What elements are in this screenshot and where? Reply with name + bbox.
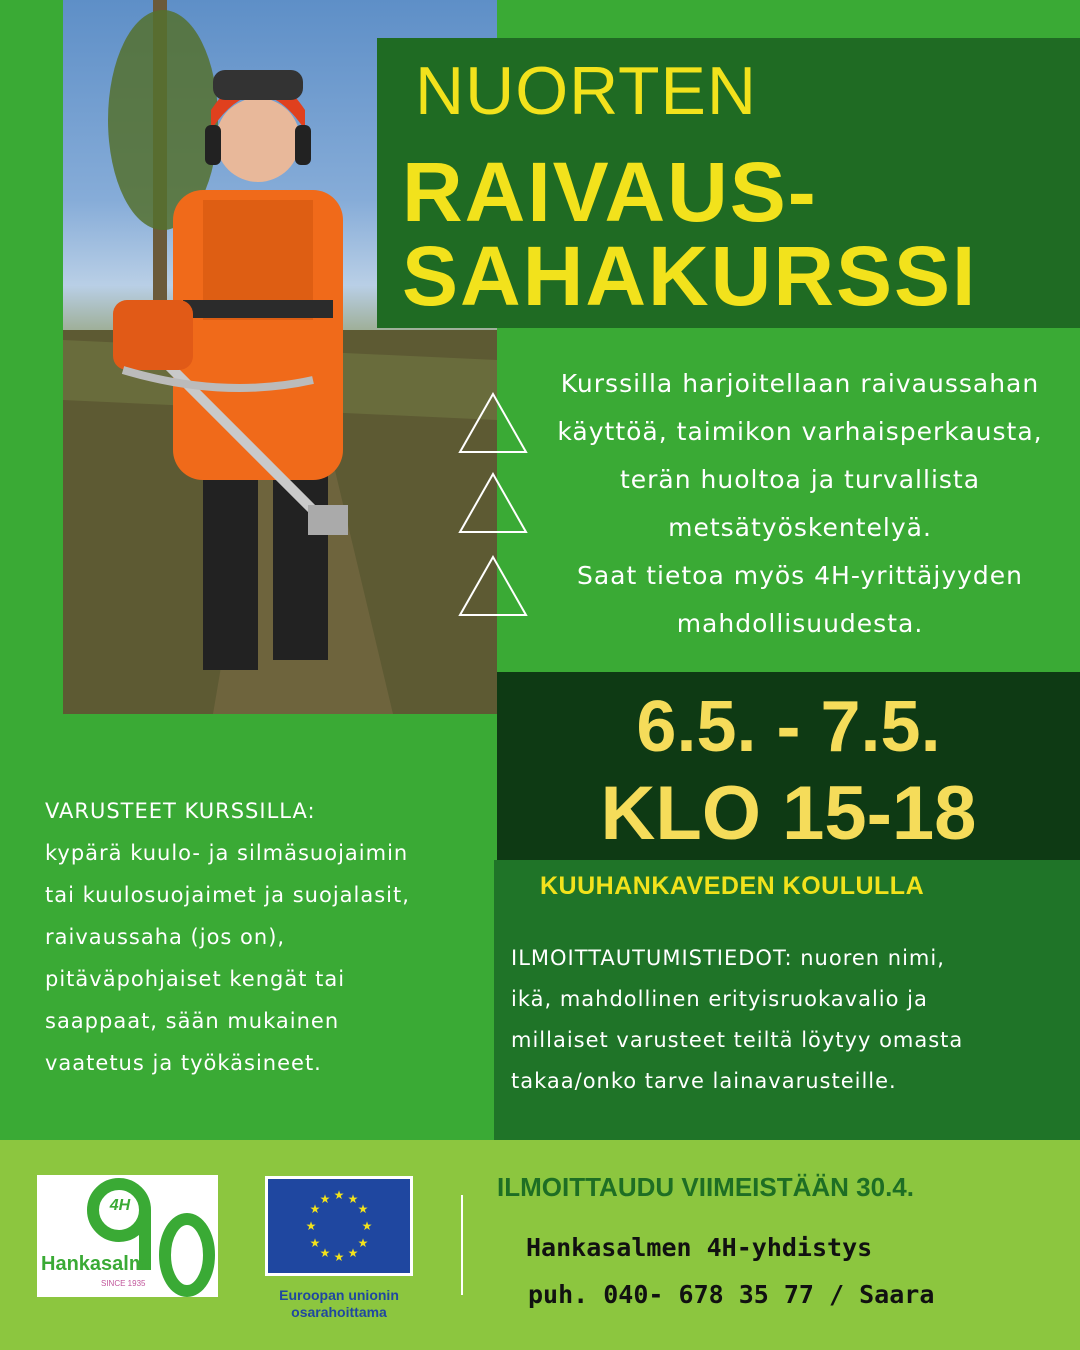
description-line: metsätyöskentelyä. <box>668 513 932 542</box>
equipment-line: pitäväpohjaiset kengät tai <box>45 967 346 991</box>
svg-text:★: ★ <box>357 1202 369 1216</box>
svg-text:★: ★ <box>305 1219 317 1233</box>
equipment-line: raivaussaha (jos on), <box>45 925 286 949</box>
triangle-icon <box>458 555 528 617</box>
registration-line: millaiset varusteet teiltä löytyy omasta <box>511 1028 964 1052</box>
logo-4h-mark: 4H <box>109 1197 131 1214</box>
description-line: terän huoltoa ja turvallista <box>619 465 981 494</box>
eu-caption-line: Euroopan unionin <box>279 1287 399 1303</box>
equipment-line: saappaat, sään mukainen <box>45 1009 340 1033</box>
equipment-heading: VARUSTEET KURSSILLA: <box>45 799 316 823</box>
date-range: 6.5. - 7.5. <box>636 687 941 767</box>
location: KUUHANKAVEDEN KOULULLA <box>540 872 925 900</box>
description-line: Saat tietoa myös 4H-yrittäjyyden <box>576 561 1024 590</box>
title-line-1: NUORTEN <box>415 53 757 129</box>
svg-text:★: ★ <box>333 1250 345 1264</box>
svg-text:★: ★ <box>309 1202 321 1216</box>
equipment-line: kypärä kuulo- ja silmäsuojaimin <box>45 841 409 865</box>
title-main <box>402 145 978 323</box>
description-line: Kurssilla harjoitellaan raivaussahan <box>560 369 1040 398</box>
svg-text:★: ★ <box>309 1236 321 1250</box>
equipment-line: tai kuulosuojaimet ja suojalasit, <box>45 883 410 907</box>
equipment-line: vaatetus ja työkäsineet. <box>45 1051 322 1075</box>
organizer-name: Hankasalmen 4H-yhdistys <box>526 1233 873 1262</box>
eu-flag-field <box>268 1179 410 1273</box>
description-line: mahdollisuudesta. <box>676 609 924 638</box>
footer-divider <box>461 1195 463 1295</box>
registration-info <box>511 938 1056 1102</box>
eu-caption-line: osarahoittama <box>291 1304 387 1320</box>
eu-stars-icon <box>268 1179 410 1273</box>
title-line-3: SAHAKURSSI <box>402 229 978 323</box>
svg-text:★: ★ <box>333 1188 345 1202</box>
registration-line: ILMOITTAUTUMISTIEDOT: nuoren nimi, <box>511 946 945 970</box>
eu-caption <box>258 1287 420 1321</box>
title-line-2: RAIVAUS- <box>402 145 818 239</box>
svg-text:★: ★ <box>347 1246 359 1260</box>
contact-phone: puh. 040- 678 35 77 / Saara <box>528 1280 935 1309</box>
svg-text:★: ★ <box>361 1219 373 1233</box>
triangle-icon <box>458 392 528 454</box>
svg-text:★: ★ <box>347 1192 359 1206</box>
registration-line: ikä, mahdollinen erityisruokavalio ja <box>511 987 928 1011</box>
triangle-icon <box>458 472 528 534</box>
svg-text:★: ★ <box>357 1236 369 1250</box>
registration-line: takaa/onko tarve lainavarusteille. <box>511 1069 897 1093</box>
description-line: käyttöä, taimikon varhaisperkausta, <box>557 417 1043 446</box>
equipment-list <box>45 790 475 1084</box>
course-description <box>530 360 1070 648</box>
logo-name: Hankasalmi <box>41 1253 153 1275</box>
logo-since: SINCE 1935 <box>101 1279 146 1288</box>
hankasalmi-4h-logo <box>37 1175 218 1297</box>
svg-text:★: ★ <box>319 1246 331 1260</box>
time-range: KLO 15-18 <box>600 771 977 856</box>
svg-text:★: ★ <box>319 1192 331 1206</box>
registration-deadline: ILMOITTAUDU VIIMEISTÄÄN 30.4. <box>497 1172 914 1202</box>
